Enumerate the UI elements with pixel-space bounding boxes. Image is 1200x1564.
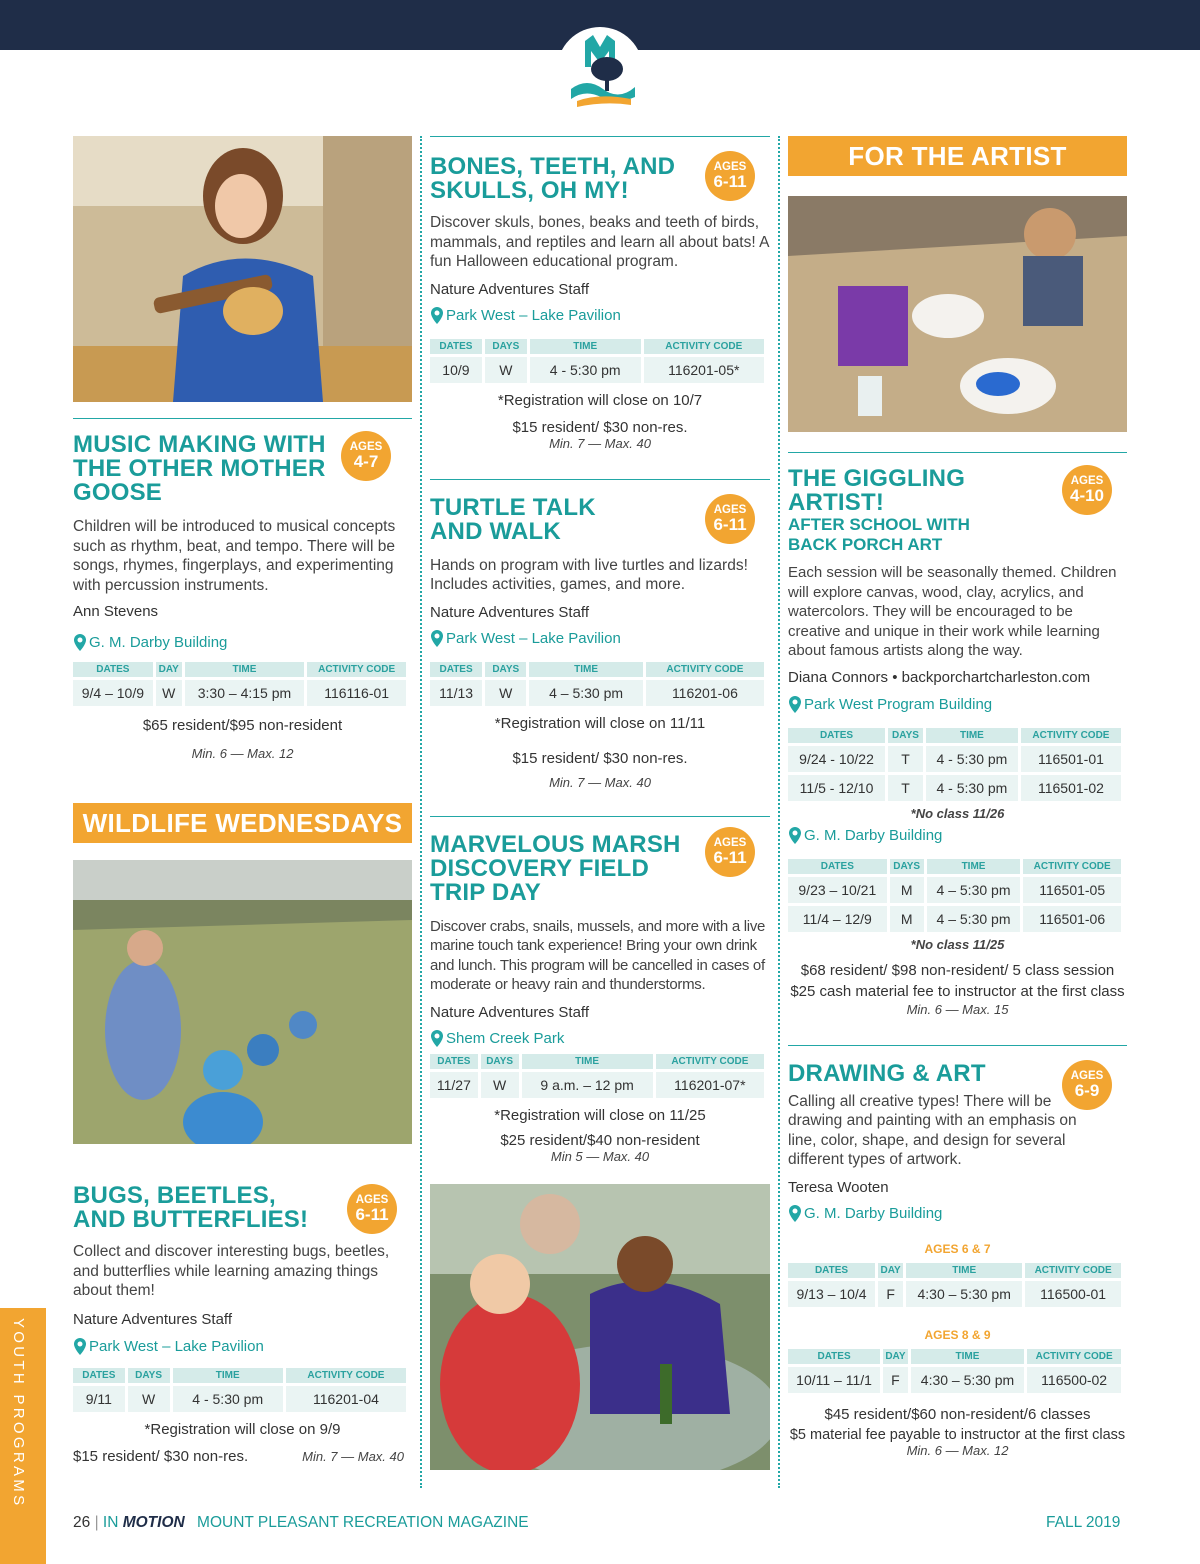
column-divider-1 — [420, 136, 422, 1488]
th-code: ACTIVITY CODE — [1025, 1263, 1121, 1278]
marsh-registration-note: *Registration will close on 11/25 — [494, 1106, 706, 1124]
giggling-section — [788, 453, 1127, 1017]
drawing-description: Calling all creative types! There will be drawing and painting with an emphasis on line, color, shape, and design for several different types of artwork. — [788, 1092, 1077, 1168]
th-code: ACTIVITY CODE — [286, 1368, 406, 1383]
sidebar-label: YOUTH PROGRAMS — [10, 1318, 27, 1509]
drawing-title: DRAWING & ART — [788, 1059, 986, 1087]
location-label: G. M. Darby Building — [89, 634, 228, 651]
bugs-title: BUGS, BEETLES, AND BUTTERFLIES! — [73, 1182, 309, 1233]
bones-fee: $15 resident/ $30 non-res. — [512, 418, 688, 436]
ages-label: AGES — [355, 1194, 389, 1206]
turtle-location — [430, 630, 770, 647]
turtle-min-max: Min. 7 — Max. 40 — [549, 774, 651, 790]
turtle-instructor: Nature Adventures Staff — [430, 603, 589, 621]
giggling-schedule-table-2 — [785, 856, 1124, 935]
giggling-schedule-table-1 — [785, 725, 1124, 804]
bones-min-max: Min. 7 — Max. 40 — [549, 435, 651, 451]
music-section — [73, 419, 412, 761]
marsh-ages-badge — [705, 827, 755, 877]
ages-range: 4-7 — [353, 452, 379, 471]
bones-registration-note: *Registration will close on 10/7 — [497, 391, 703, 409]
th-time: TIME — [529, 662, 642, 677]
bones-description: Discover skuls, bones, beaks and teeth of birds, mammals, and reptiles and learn all about bats! A fun Halloween educational program. — [430, 214, 769, 270]
bones-location — [430, 307, 770, 324]
th-days: DAYS — [481, 1054, 519, 1069]
th-time: TIME — [522, 1054, 653, 1069]
location-pin-icon — [73, 634, 87, 651]
photo-touch-tank — [430, 1184, 770, 1470]
drawing-section — [788, 1046, 1127, 1458]
location-pin-icon — [73, 1338, 87, 1355]
th-time: TIME — [911, 1349, 1025, 1364]
giggling-min-max: Min. 6 — Max. 15 — [906, 1001, 1009, 1017]
bugs-ages-badge — [347, 1184, 397, 1234]
th-days: DAYS — [485, 662, 526, 677]
th-time: TIME — [173, 1368, 283, 1383]
table-row: 9/23 – 10/21 M 4 – 5:30 pm 116501-05 — [788, 877, 1121, 903]
location-label: G. M. Darby Building — [804, 826, 943, 844]
giggling-no-class-note-1: *No class 11/26 — [910, 805, 1005, 821]
location-pin-icon — [430, 630, 444, 647]
marsh-section — [430, 817, 770, 1164]
th-dates: DATES — [788, 859, 887, 874]
footer-left — [73, 1514, 529, 1532]
drawing-material-fee: $5 material fee payable to instructor at the first class — [789, 1426, 1126, 1443]
th-time: TIME — [185, 662, 305, 677]
table-row: 9/13 – 10/4 F 4:30 – 5:30 pm 116500-01 — [788, 1281, 1121, 1307]
ages-label: AGES — [1070, 1069, 1104, 1082]
ages-label: AGES — [349, 441, 383, 453]
turtle-description: Hands on program with live turtles and lizards! Includes activities, games, and more. — [430, 556, 748, 593]
th-code: ACTIVITY CODE — [646, 662, 764, 677]
location-pin-icon — [788, 696, 802, 713]
bones-ages-badge — [705, 151, 755, 201]
ages-range: 6-11 — [355, 1205, 389, 1224]
table-row: 9/4 – 10/9 W 3:30 – 4:15 pm 116116-01 — [73, 680, 406, 706]
th-code: ACTIVITY CODE — [656, 1054, 764, 1069]
th-code: ACTIVITY CODE — [1027, 1349, 1121, 1364]
th-dates: DATES — [430, 1054, 478, 1069]
turtle-title: TURTLE TALK AND WALK — [430, 493, 596, 545]
location-label: Park West – Lake Pavilion — [446, 629, 621, 647]
th-days: DAYS — [128, 1368, 170, 1383]
recreation-logo — [557, 27, 643, 113]
marsh-location — [430, 1030, 770, 1047]
location-label: Park West – Lake Pavilion — [89, 1337, 264, 1355]
th-code: ACTIVITY CODE — [644, 339, 764, 354]
footer-magazine-name: MOUNT PLEASANT RECREATION MAGAZINE — [197, 1514, 529, 1531]
photo-girl-ukulele — [73, 136, 412, 402]
music-schedule-table — [70, 659, 409, 709]
th-dates: DATES — [73, 662, 153, 677]
footer-divider: | — [94, 1514, 99, 1531]
bones-instructor: Nature Adventures Staff — [430, 280, 589, 298]
footer-season: FALL 2019 — [1046, 1514, 1121, 1531]
column-3 — [788, 136, 1127, 1458]
marsh-fee: $25 resident/$40 non-resident — [500, 1131, 700, 1149]
turtle-registration-note: *Registration will close on 11/11 — [494, 714, 706, 732]
column-1 — [73, 136, 412, 1465]
th-code: ACTIVITY CODE — [1021, 728, 1121, 743]
footer-in: IN — [102, 1514, 123, 1531]
marsh-instructor: Nature Adventures Staff — [430, 1003, 589, 1021]
bones-section — [430, 137, 770, 451]
bugs-registration-note: *Registration will close on 9/9 — [144, 1420, 341, 1438]
youth-programs-sidebar — [0, 1308, 46, 1564]
giggling-instructor: Diana Connors • backporchartcharleston.com — [788, 668, 1091, 686]
bugs-section — [73, 1144, 412, 1465]
ages-label: AGES — [1070, 475, 1104, 487]
ages-label: AGES — [713, 503, 747, 516]
drawing-group-1-label: AGES 6 & 7 — [924, 1241, 991, 1256]
drawing-ages-badge — [1062, 1060, 1112, 1110]
giggling-ages-badge — [1062, 465, 1112, 515]
drawing-schedule-table-2 — [785, 1346, 1124, 1396]
drawing-schedule-table-1 — [785, 1260, 1124, 1310]
bugs-description: Collect and discover interesting bugs, beetles, and butterflies while learning amazing things about them! — [73, 1243, 390, 1299]
drawing-instructor: Teresa Wooten — [788, 1178, 889, 1196]
page-number: 26 — [73, 1514, 91, 1531]
music-ages-badge — [341, 431, 391, 481]
ages-label: AGES — [713, 836, 747, 849]
location-pin-icon — [430, 307, 444, 324]
turtle-schedule-table — [427, 659, 767, 709]
th-dates: DATES — [788, 728, 885, 743]
location-label: Park West Program Building — [804, 695, 993, 713]
location-label: G. M. Darby Building — [804, 1204, 943, 1222]
location-label: Shem Creek Park — [446, 1029, 565, 1047]
wildlife-wednesdays-banner: WILDLIFE WEDNESDAYS — [73, 803, 412, 843]
location-pin-icon — [430, 1030, 444, 1047]
bones-title: BONES, TEETH, AND SKULLS, OH MY! — [430, 153, 676, 204]
bugs-fee: $15 resident/ $30 non-res. — [73, 1447, 249, 1465]
location-pin-icon — [788, 1205, 802, 1222]
music-fee: $65 resident/$95 non-resident — [142, 717, 343, 734]
table-row: 9/24 - 10/22 T 4 - 5:30 pm 116501-01 — [788, 746, 1121, 772]
for-the-artist-banner: FOR THE ARTIST — [788, 136, 1127, 176]
turtle-fee: $15 resident/ $30 non-res. — [512, 749, 688, 767]
th-time: TIME — [926, 728, 1018, 743]
music-title: MUSIC MAKING WITH THE OTHER MOTHER GOOSE — [73, 431, 326, 506]
th-dates: DATES — [788, 1263, 875, 1278]
th-days: DAYS — [485, 339, 527, 354]
table-row: 11/13 W 4 – 5:30 pm 116201-06 — [430, 680, 764, 706]
bugs-instructor: Nature Adventures Staff — [73, 1310, 232, 1328]
location-label: Park West – Lake Pavilion — [446, 306, 621, 324]
giggling-subtitle: AFTER SCHOOL WITH BACK PORCH ART — [788, 515, 970, 554]
ages-range: 6-11 — [713, 172, 747, 191]
marsh-min-max: Min 5 — Max. 40 — [550, 1148, 650, 1164]
column-2 — [430, 136, 770, 1470]
drawing-location — [788, 1205, 1127, 1222]
th-dates: DATES — [788, 1349, 880, 1364]
music-location — [73, 634, 412, 651]
table-row: 11/27 W 9 a.m. – 12 pm 116201-07* — [430, 1072, 764, 1098]
giggling-fee: $68 resident/ $98 non-resident/ 5 class session — [800, 961, 1115, 979]
ages-range: 4-10 — [1069, 486, 1105, 505]
bugs-min-max: Min. 7 — Max. 40 — [302, 1448, 404, 1464]
table-row: 10/9 W 4 - 5:30 pm 116201-05* — [430, 357, 764, 383]
music-instructor: Ann Stevens — [73, 603, 159, 620]
th-code: ACTIVITY CODE — [307, 662, 406, 677]
giggling-material-fee: $25 cash material fee to instructor at the first class — [790, 982, 1125, 1000]
th-dates: DATES — [430, 662, 482, 677]
marsh-description: Discover crabs, snails, mussels, and more with a live marine touch tank experience! Bring your own drink and lunch. This program will be cancelled in cases of moderate or heavy rain and thunderstorms. — [430, 917, 766, 993]
th-day: DAY — [883, 1349, 908, 1364]
footer-motion: MOTION — [122, 1514, 185, 1531]
drawing-group-2-label: AGES 8 & 9 — [924, 1327, 991, 1342]
turtle-section — [430, 480, 770, 790]
drawing-fee: $45 resident/$60 non-resident/6 classes — [824, 1405, 1091, 1423]
music-description: Children will be introduced to musical concepts such as rhythm, beat, and tempo. There will be songs, rhymes, fingerplays, and experimenting with percussion instruments. — [73, 518, 396, 594]
location-pin-icon — [788, 827, 802, 844]
ages-range: 6-9 — [1074, 1080, 1100, 1100]
th-dates: DATES — [73, 1368, 125, 1383]
giggling-location-2 — [788, 827, 1127, 844]
table-row: 11/5 - 12/10 T 4 - 5:30 pm 116501-02 — [788, 775, 1121, 801]
table-row: 11/4 – 12/9 M 4 – 5:30 pm 116501-06 — [788, 906, 1121, 932]
th-day: DAY — [156, 662, 182, 677]
table-row: 9/11 W 4 - 5:30 pm 116201-04 — [73, 1386, 406, 1412]
drawing-min-max: Min. 6 — Max. 12 — [906, 1442, 1009, 1458]
marsh-title: MARVELOUS MARSH DISCOVERY FIELD TRIP DAY — [430, 830, 681, 906]
marsh-schedule-table — [427, 1051, 767, 1101]
th-code: ACTIVITY CODE — [1023, 859, 1121, 874]
ages-range: 6-11 — [713, 847, 747, 867]
th-time: TIME — [927, 859, 1021, 874]
photo-boy-painting — [788, 196, 1127, 432]
giggling-title: THE GIGGLING ARTIST! — [788, 465, 966, 516]
music-min-max: Min. 6 — Max. 12 — [191, 746, 294, 761]
th-day: DAY — [878, 1263, 903, 1278]
th-days: DAYS — [890, 859, 924, 874]
photo-marsh-walk — [73, 860, 412, 1144]
giggling-no-class-note-2: *No class 11/25 — [910, 936, 1005, 952]
bugs-schedule-table — [70, 1365, 409, 1415]
column-divider-2 — [778, 136, 780, 1488]
th-time: TIME — [530, 339, 641, 354]
giggling-description: Each session will be seasonally themed. Children will explore canvas, wood, clay, acrylics, and watercolors. They will be encouraged to be creative and unique in their work while learning about famous artists along the way. — [788, 564, 1117, 659]
bugs-location — [73, 1338, 412, 1355]
turtle-ages-badge — [705, 494, 755, 544]
th-time: TIME — [906, 1263, 1022, 1278]
ages-range: 6-11 — [713, 514, 747, 534]
table-row: 10/11 – 11/1 F 4:30 – 5:30 pm 116500-02 — [788, 1367, 1121, 1393]
th-days: DAYS — [888, 728, 923, 743]
ages-label: AGES — [713, 161, 747, 173]
bones-schedule-table — [427, 336, 767, 386]
giggling-location-1 — [788, 696, 1127, 713]
th-dates: DATES — [430, 339, 482, 354]
